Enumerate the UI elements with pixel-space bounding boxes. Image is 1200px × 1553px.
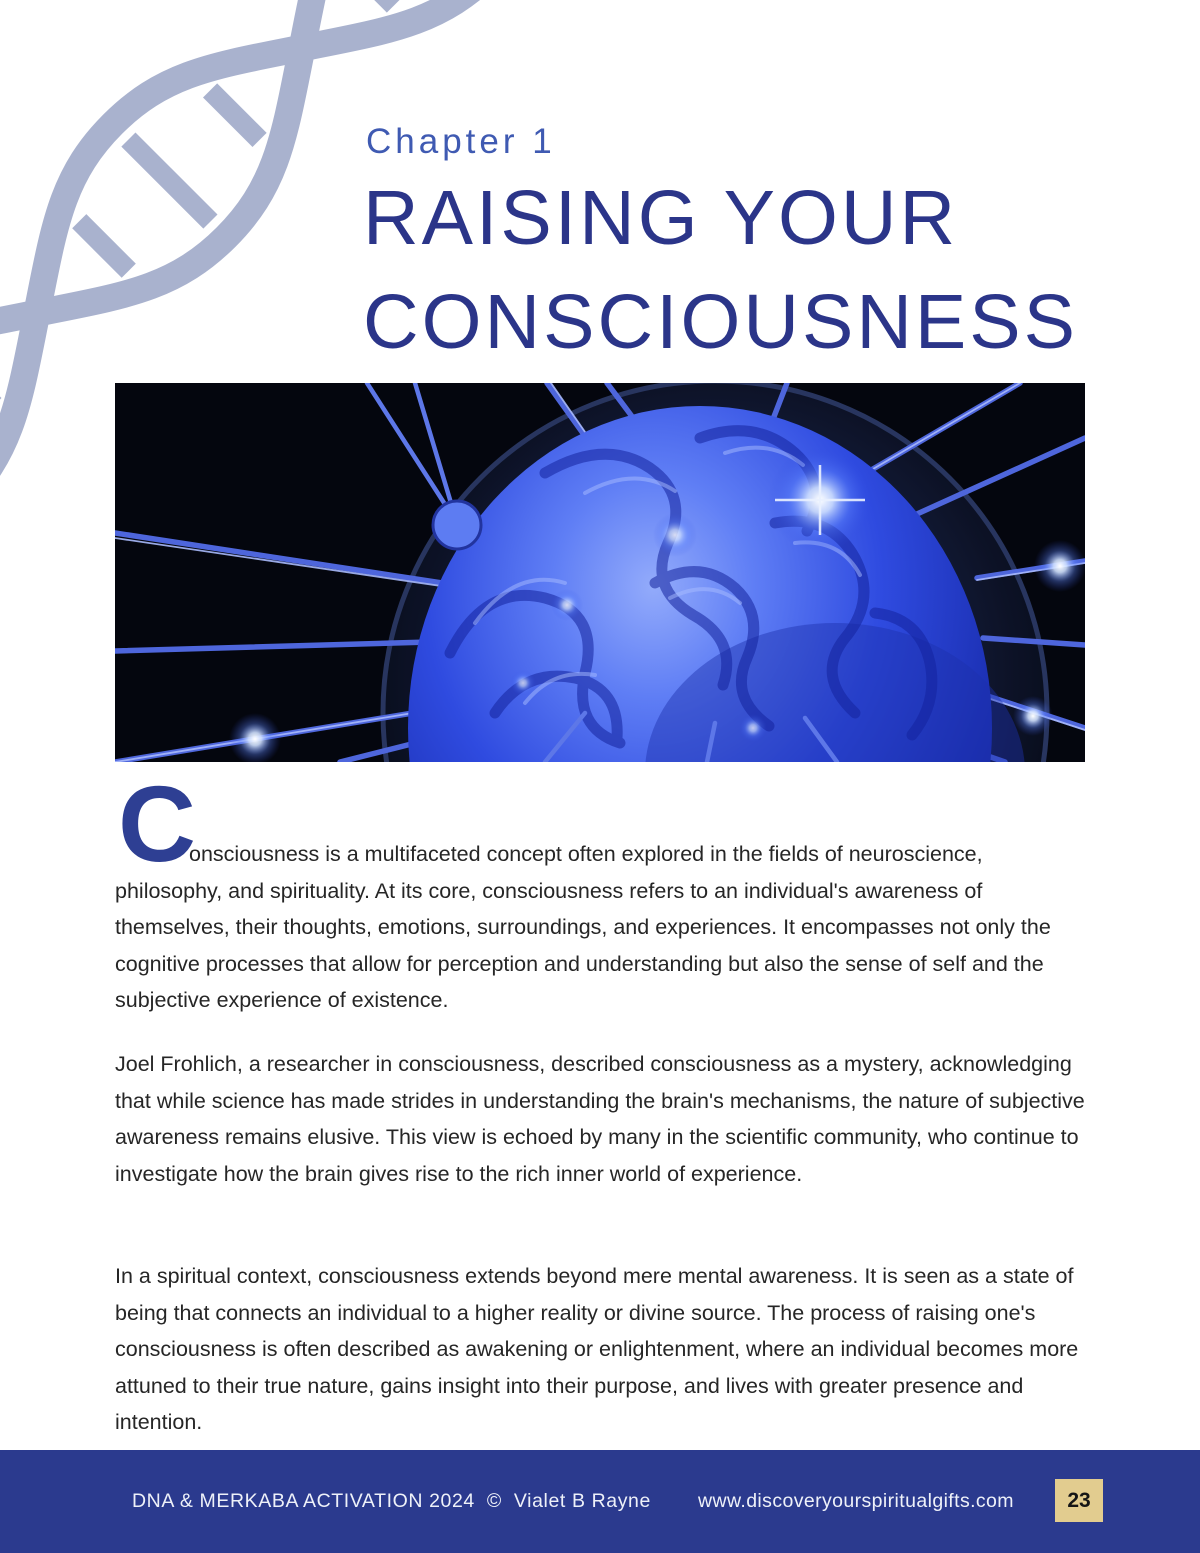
page-footer xyxy=(0,1450,1200,1553)
synapse-node xyxy=(433,501,481,549)
paragraph-1: onsciousness is a multifaceted concept often explored in the fields of neuroscience, philosophy, and spirituality. At its core, consciousness refers to an individual's awareness of themselves, their thoughts, emotions, surroundings, and experiences. It encompasses not only the cognitive processes that allow for perception and understanding but also the sense of self and the subjective experience of existence. xyxy=(115,842,1051,1013)
brain-neural-art xyxy=(115,383,1085,762)
footer-copyright: DNA & MERKABA ACTIVATION 2024 © Vialet B Rayne xyxy=(132,1490,651,1512)
paragraph-3: In a spiritual context, consciousness extends beyond mere mental awareness. It is seen as a state of being that connects an individual to a higher reality or divine source. The process of raising one's consciousness is often described as awakening or enlightenment, where an individual becomes more attuned to their true nature, gains insight into their purpose, and lives with greater presence and intention. xyxy=(115,1264,1079,1435)
footer-website: www.discoveryourspiritualgifts.com xyxy=(698,1490,1014,1512)
page-title xyxy=(363,166,1078,374)
brain-illustration xyxy=(115,383,1085,762)
title-line-2: CONSCIOUSNESS xyxy=(363,279,1079,365)
page-number-badge: 23 xyxy=(1055,1479,1103,1522)
paragraph-2: Joel Frohlich, a researcher in consciousness, described consciousness as a mystery, acknowledging that while science has made strides in understanding the brain's mechanisms, the nature of subjective awareness remains elusive. This view is echoed by many in the scientific community, who continue to investigate how the brain gives rise to the rich inner world of experience. xyxy=(115,1052,1085,1186)
drop-cap: C xyxy=(118,763,196,884)
title-line-1: RAISING YOUR xyxy=(363,175,959,261)
chapter-label: Chapter 1 xyxy=(366,122,556,161)
